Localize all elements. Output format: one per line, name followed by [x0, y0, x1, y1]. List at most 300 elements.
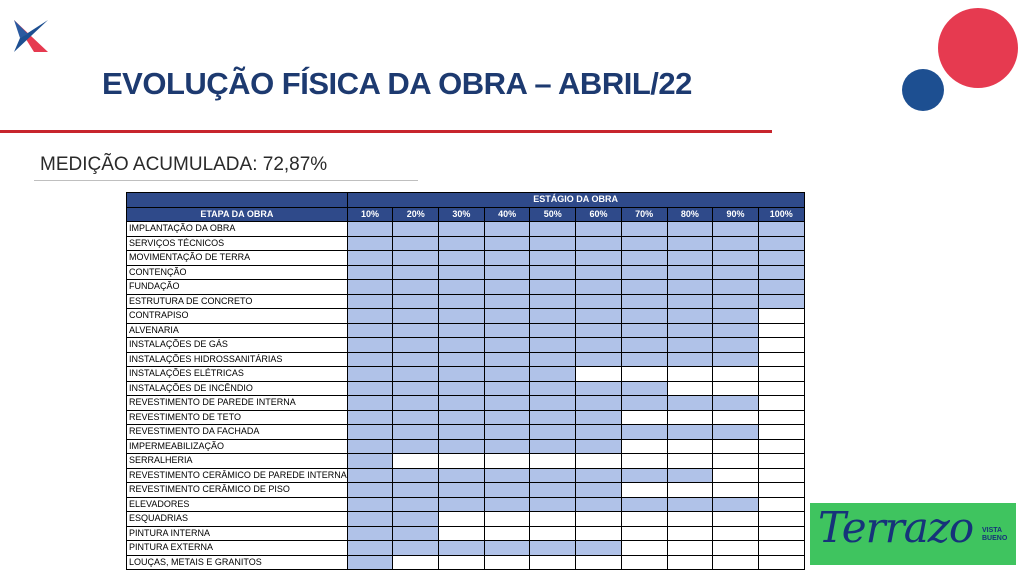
- progress-cell-empty: [758, 468, 804, 483]
- progress-cell-filled: [439, 541, 485, 556]
- stage-label: MOVIMENTAÇÃO DE TERRA: [127, 251, 348, 266]
- progress-cell-filled: [530, 483, 576, 498]
- stage-label: INSTALAÇÕES DE INCÊNDIO: [127, 381, 348, 396]
- progress-cell-empty: [758, 541, 804, 556]
- progress-cell-filled: [530, 396, 576, 411]
- progress-cell-filled: [393, 294, 439, 309]
- progress-cell-empty: [667, 541, 713, 556]
- progress-cell-filled: [439, 309, 485, 324]
- progress-cell-filled: [621, 323, 667, 338]
- progress-cell-filled: [621, 396, 667, 411]
- progress-cell-filled: [439, 280, 485, 295]
- progress-cell-filled: [758, 280, 804, 295]
- column-header: 100%: [758, 207, 804, 222]
- progress-cell-filled: [347, 294, 393, 309]
- column-header: 60%: [576, 207, 622, 222]
- progress-cell-filled: [576, 222, 622, 237]
- table-row: [127, 294, 805, 309]
- progress-cell-filled: [347, 236, 393, 251]
- progress-cell-filled: [576, 323, 622, 338]
- progress-cell-filled: [621, 294, 667, 309]
- progress-cell-filled: [530, 309, 576, 324]
- progress-cell-empty: [621, 367, 667, 382]
- brand-subtitle-line1: VISTA: [982, 527, 1003, 534]
- progress-cell-filled: [484, 367, 530, 382]
- table-row: [127, 280, 805, 295]
- progress-cell-filled: [530, 251, 576, 266]
- progress-cell-filled: [621, 338, 667, 353]
- table-row: [127, 352, 805, 367]
- progress-cell-filled: [484, 236, 530, 251]
- progress-cell-filled: [484, 309, 530, 324]
- progress-cell-empty: [667, 410, 713, 425]
- progress-cell-filled: [393, 512, 439, 527]
- progress-cell-filled: [439, 222, 485, 237]
- terrazo-logo: [810, 503, 1016, 565]
- brand-subtitle-line2: BUENO: [982, 535, 1008, 542]
- progress-cell-filled: [530, 425, 576, 440]
- progress-cell-empty: [758, 410, 804, 425]
- progress-cell-filled: [393, 396, 439, 411]
- progress-cell-empty: [484, 526, 530, 541]
- table-row: [127, 338, 805, 353]
- progress-cell-empty: [713, 454, 759, 469]
- progress-cell-empty: [758, 309, 804, 324]
- progress-cell-filled: [484, 410, 530, 425]
- stage-label: LOUÇAS, METAIS E GRANITOS: [127, 555, 348, 570]
- progress-cell-filled: [713, 497, 759, 512]
- progress-cell-empty: [667, 454, 713, 469]
- progress-cell-empty: [576, 526, 622, 541]
- table-row: [127, 367, 805, 382]
- progress-cell-empty: [713, 381, 759, 396]
- progress-cell-filled: [576, 497, 622, 512]
- stage-label: INSTALAÇÕES HIDROSSANITÁRIAS: [127, 352, 348, 367]
- progress-cell-filled: [758, 265, 804, 280]
- progress-cell-empty: [576, 512, 622, 527]
- column-header: 80%: [667, 207, 713, 222]
- progress-cell-empty: [484, 512, 530, 527]
- progress-cell-filled: [484, 352, 530, 367]
- progress-cell-filled: [393, 367, 439, 382]
- progress-cell-filled: [530, 541, 576, 556]
- progress-cell-filled: [621, 497, 667, 512]
- progress-cell-filled: [667, 468, 713, 483]
- progress-cell-filled: [713, 309, 759, 324]
- progress-cell-empty: [713, 367, 759, 382]
- progress-cell-filled: [576, 236, 622, 251]
- progress-cell-empty: [758, 526, 804, 541]
- stage-label: PINTURA EXTERNA: [127, 541, 348, 556]
- progress-cell-filled: [576, 410, 622, 425]
- progress-cell-empty: [621, 454, 667, 469]
- progress-cell-empty: [576, 555, 622, 570]
- table-row: [127, 555, 805, 570]
- progress-cell-empty: [758, 439, 804, 454]
- progress-cell-empty: [758, 338, 804, 353]
- progress-cell-filled: [621, 265, 667, 280]
- progress-cell-filled: [621, 251, 667, 266]
- progress-cell-filled: [667, 323, 713, 338]
- table-row: [127, 410, 805, 425]
- progress-cell-filled: [667, 265, 713, 280]
- progress-cell-filled: [439, 396, 485, 411]
- stage-label: IMPLANTAÇÃO DA OBRA: [127, 222, 348, 237]
- progress-cell-filled: [347, 512, 393, 527]
- table-row: [127, 425, 805, 440]
- progress-cell-empty: [713, 512, 759, 527]
- progress-cell-filled: [758, 294, 804, 309]
- progress-cell-empty: [439, 454, 485, 469]
- table-row: [127, 468, 805, 483]
- progress-cell-filled: [393, 265, 439, 280]
- progress-cell-filled: [347, 541, 393, 556]
- table-row: [127, 381, 805, 396]
- progress-cell-filled: [576, 309, 622, 324]
- progress-cell-filled: [484, 251, 530, 266]
- progress-cell-filled: [393, 251, 439, 266]
- progress-cell-empty: [530, 454, 576, 469]
- progress-cell-filled: [576, 483, 622, 498]
- progress-cell-filled: [576, 439, 622, 454]
- table-row: [127, 222, 805, 237]
- progress-cell-filled: [667, 309, 713, 324]
- stage-label: ESTRUTURA DE CONCRETO: [127, 294, 348, 309]
- progress-cell-filled: [576, 396, 622, 411]
- progress-cell-filled: [347, 367, 393, 382]
- progress-cell-filled: [393, 468, 439, 483]
- progress-cell-empty: [484, 555, 530, 570]
- progress-cell-filled: [347, 454, 393, 469]
- progress-cell-filled: [484, 396, 530, 411]
- stage-label: INSTALAÇÕES ELÉTRICAS: [127, 367, 348, 382]
- stage-label: REVESTIMENTO DE TETO: [127, 410, 348, 425]
- progress-cell-filled: [439, 352, 485, 367]
- progress-cell-empty: [667, 555, 713, 570]
- progress-cell-empty: [576, 454, 622, 469]
- column-header: 70%: [621, 207, 667, 222]
- progress-cell-filled: [347, 410, 393, 425]
- company-logo-icon: [14, 20, 48, 52]
- page-title: EVOLUÇÃO FÍSICA DA OBRA – ABRIL/22: [102, 66, 692, 101]
- progress-cell-filled: [347, 425, 393, 440]
- progress-cell-empty: [621, 439, 667, 454]
- progress-cell-filled: [530, 468, 576, 483]
- progress-cell-filled: [484, 265, 530, 280]
- progress-cell-empty: [713, 483, 759, 498]
- progress-cell-filled: [667, 280, 713, 295]
- progress-cell-filled: [347, 265, 393, 280]
- progress-cell-filled: [347, 381, 393, 396]
- progress-cell-filled: [439, 425, 485, 440]
- progress-cell-filled: [530, 352, 576, 367]
- progress-cell-empty: [621, 541, 667, 556]
- progress-cell-filled: [347, 309, 393, 324]
- progress-cell-filled: [393, 497, 439, 512]
- progress-cell-filled: [713, 222, 759, 237]
- progress-cell-filled: [439, 294, 485, 309]
- progress-cell-filled: [576, 251, 622, 266]
- progress-cell-empty: [758, 396, 804, 411]
- progress-cell-filled: [393, 526, 439, 541]
- table-row: [127, 512, 805, 527]
- progress-cell-filled: [439, 265, 485, 280]
- progress-cell-filled: [347, 251, 393, 266]
- progress-cell-empty: [530, 526, 576, 541]
- progress-cell-filled: [758, 222, 804, 237]
- progress-cell-filled: [621, 381, 667, 396]
- progress-cell-empty: [758, 381, 804, 396]
- progress-cell-empty: [758, 454, 804, 469]
- progress-cell-filled: [393, 280, 439, 295]
- progress-cell-empty: [758, 323, 804, 338]
- progress-cell-filled: [667, 497, 713, 512]
- progress-cell-empty: [758, 497, 804, 512]
- progress-cell-filled: [621, 222, 667, 237]
- progress-cell-filled: [576, 265, 622, 280]
- progress-cell-filled: [713, 251, 759, 266]
- table-row: [127, 483, 805, 498]
- stage-label: FUNDAÇÃO: [127, 280, 348, 295]
- progress-cell-empty: [713, 541, 759, 556]
- progress-cell-filled: [439, 338, 485, 353]
- progress-cell-empty: [576, 367, 622, 382]
- progress-cell-empty: [667, 512, 713, 527]
- etapa-header: ETAPA DA OBRA: [127, 207, 348, 222]
- progress-cell-filled: [484, 338, 530, 353]
- progress-cell-filled: [713, 338, 759, 353]
- progress-cell-filled: [439, 410, 485, 425]
- progress-cell-filled: [621, 352, 667, 367]
- progress-cell-filled: [484, 425, 530, 440]
- progress-cell-filled: [667, 236, 713, 251]
- progress-cell-empty: [439, 512, 485, 527]
- stage-label: REVESTIMENTO DE PAREDE INTERNA: [127, 396, 348, 411]
- progress-cell-filled: [484, 439, 530, 454]
- progress-cell-empty: [667, 526, 713, 541]
- progress-cell-filled: [530, 439, 576, 454]
- progress-cell-filled: [621, 425, 667, 440]
- stage-label: INSTALAÇÕES DE GÁS: [127, 338, 348, 353]
- progress-cell-empty: [667, 367, 713, 382]
- progress-cell-filled: [393, 352, 439, 367]
- brand-subtitle: [982, 527, 1007, 543]
- progress-cell-filled: [347, 222, 393, 237]
- progress-cell-filled: [439, 236, 485, 251]
- progress-cell-filled: [576, 338, 622, 353]
- measurement-divider: [34, 180, 418, 181]
- progress-cell-filled: [393, 425, 439, 440]
- progress-cell-filled: [439, 251, 485, 266]
- progress-cell-filled: [621, 236, 667, 251]
- stage-label: ESQUADRIAS: [127, 512, 348, 527]
- stage-label: ALVENARIA: [127, 323, 348, 338]
- progress-cell-empty: [758, 483, 804, 498]
- progress-cell-empty: [667, 483, 713, 498]
- progress-cell-filled: [439, 323, 485, 338]
- progress-cell-empty: [530, 555, 576, 570]
- progress-cell-filled: [439, 381, 485, 396]
- progress-cell-empty: [713, 439, 759, 454]
- progress-cell-filled: [393, 338, 439, 353]
- progress-cell-filled: [484, 294, 530, 309]
- progress-cell-filled: [576, 468, 622, 483]
- progress-cell-filled: [576, 294, 622, 309]
- progress-cell-filled: [576, 280, 622, 295]
- progress-cell-empty: [621, 512, 667, 527]
- progress-cell-filled: [347, 483, 393, 498]
- table-row: [127, 309, 805, 324]
- progress-cell-filled: [439, 497, 485, 512]
- column-header: 40%: [484, 207, 530, 222]
- progress-cell-empty: [713, 410, 759, 425]
- stage-header: ESTÁGIO DA OBRA: [347, 193, 804, 208]
- stage-label: REVESTIMENTO DA FACHADA: [127, 425, 348, 440]
- progress-cell-empty: [758, 425, 804, 440]
- progress-cell-filled: [393, 541, 439, 556]
- stage-label: PINTURA INTERNA: [127, 526, 348, 541]
- table-row: [127, 439, 805, 454]
- stage-label: ELEVADORES: [127, 497, 348, 512]
- brand-wordmark: Terrazo: [818, 503, 974, 552]
- stage-label: CONTRAPISO: [127, 309, 348, 324]
- progress-cell-filled: [576, 352, 622, 367]
- progress-cell-empty: [621, 410, 667, 425]
- progress-cell-empty: [667, 439, 713, 454]
- stage-label: CONTENÇÃO: [127, 265, 348, 280]
- decorative-blue-circle: [902, 69, 944, 111]
- table-row: [127, 265, 805, 280]
- progress-cell-filled: [530, 323, 576, 338]
- progress-cell-filled: [530, 280, 576, 295]
- progress-cell-filled: [484, 541, 530, 556]
- column-header: 50%: [530, 207, 576, 222]
- table-row: [127, 526, 805, 541]
- progress-cell-empty: [621, 555, 667, 570]
- progress-cell-filled: [713, 236, 759, 251]
- column-header: 10%: [347, 207, 393, 222]
- progress-cell-empty: [758, 555, 804, 570]
- progress-cell-empty: [713, 555, 759, 570]
- progress-cell-filled: [530, 236, 576, 251]
- progress-cell-filled: [713, 294, 759, 309]
- progress-cell-filled: [667, 251, 713, 266]
- progress-cell-filled: [713, 425, 759, 440]
- progress-cell-filled: [530, 294, 576, 309]
- column-header: 30%: [439, 207, 485, 222]
- progress-cell-filled: [439, 367, 485, 382]
- progress-cell-empty: [758, 512, 804, 527]
- progress-cell-empty: [713, 526, 759, 541]
- progress-cell-filled: [439, 468, 485, 483]
- table-row: [127, 454, 805, 469]
- progress-cell-filled: [393, 236, 439, 251]
- progress-cell-filled: [347, 280, 393, 295]
- progress-cell-filled: [621, 309, 667, 324]
- progress-cell-filled: [347, 338, 393, 353]
- progress-cell-filled: [530, 338, 576, 353]
- progress-table: [126, 192, 805, 570]
- title-divider: [0, 130, 772, 133]
- progress-cell-filled: [758, 236, 804, 251]
- progress-cell-empty: [439, 555, 485, 570]
- progress-cell-empty: [621, 483, 667, 498]
- progress-cell-filled: [484, 497, 530, 512]
- progress-cell-empty: [621, 526, 667, 541]
- progress-cell-filled: [621, 468, 667, 483]
- progress-cell-filled: [713, 396, 759, 411]
- progress-cell-filled: [439, 483, 485, 498]
- progress-cell-filled: [393, 439, 439, 454]
- progress-cell-filled: [393, 323, 439, 338]
- progress-cell-empty: [393, 555, 439, 570]
- progress-cell-filled: [530, 367, 576, 382]
- progress-cell-filled: [484, 381, 530, 396]
- progress-cell-filled: [667, 294, 713, 309]
- progress-cell-filled: [758, 251, 804, 266]
- progress-cell-filled: [576, 425, 622, 440]
- progress-cell-empty: [530, 512, 576, 527]
- progress-cell-filled: [347, 323, 393, 338]
- table-row: [127, 236, 805, 251]
- progress-cell-filled: [484, 280, 530, 295]
- progress-cell-empty: [713, 468, 759, 483]
- progress-cell-filled: [484, 323, 530, 338]
- progress-cell-filled: [621, 280, 667, 295]
- stage-label: IMPERMEABILIZAÇÃO: [127, 439, 348, 454]
- progress-cell-filled: [713, 352, 759, 367]
- progress-cell-filled: [713, 280, 759, 295]
- stage-label: REVESTIMENTO CERÂMICO DE PISO: [127, 483, 348, 498]
- progress-cell-filled: [393, 222, 439, 237]
- progress-cell-filled: [530, 497, 576, 512]
- progress-cell-filled: [393, 381, 439, 396]
- progress-cell-filled: [667, 222, 713, 237]
- table-row: [127, 396, 805, 411]
- progress-cell-filled: [530, 410, 576, 425]
- progress-cell-filled: [667, 425, 713, 440]
- progress-cell-filled: [347, 352, 393, 367]
- progress-cell-filled: [530, 381, 576, 396]
- progress-cell-filled: [667, 352, 713, 367]
- progress-cell-filled: [667, 396, 713, 411]
- progress-cell-filled: [484, 483, 530, 498]
- progress-cell-filled: [713, 265, 759, 280]
- progress-cell-filled: [347, 439, 393, 454]
- progress-cell-empty: [758, 367, 804, 382]
- progress-cell-empty: [667, 381, 713, 396]
- progress-cell-filled: [347, 497, 393, 512]
- progress-cell-empty: [393, 454, 439, 469]
- table-row: [127, 497, 805, 512]
- progress-cell-filled: [713, 323, 759, 338]
- progress-cell-filled: [347, 468, 393, 483]
- progress-cell-filled: [484, 222, 530, 237]
- table-corner: [127, 193, 348, 208]
- progress-cell-filled: [439, 439, 485, 454]
- progress-cell-filled: [393, 483, 439, 498]
- progress-cell-filled: [530, 265, 576, 280]
- progress-cell-filled: [393, 309, 439, 324]
- table-row: [127, 541, 805, 556]
- stage-label: SERRALHERIA: [127, 454, 348, 469]
- column-header: 20%: [393, 207, 439, 222]
- progress-cell-filled: [347, 526, 393, 541]
- stage-label: SERVIÇOS TÉCNICOS: [127, 236, 348, 251]
- progress-cell-filled: [576, 381, 622, 396]
- progress-cell-filled: [347, 396, 393, 411]
- progress-cell-empty: [439, 526, 485, 541]
